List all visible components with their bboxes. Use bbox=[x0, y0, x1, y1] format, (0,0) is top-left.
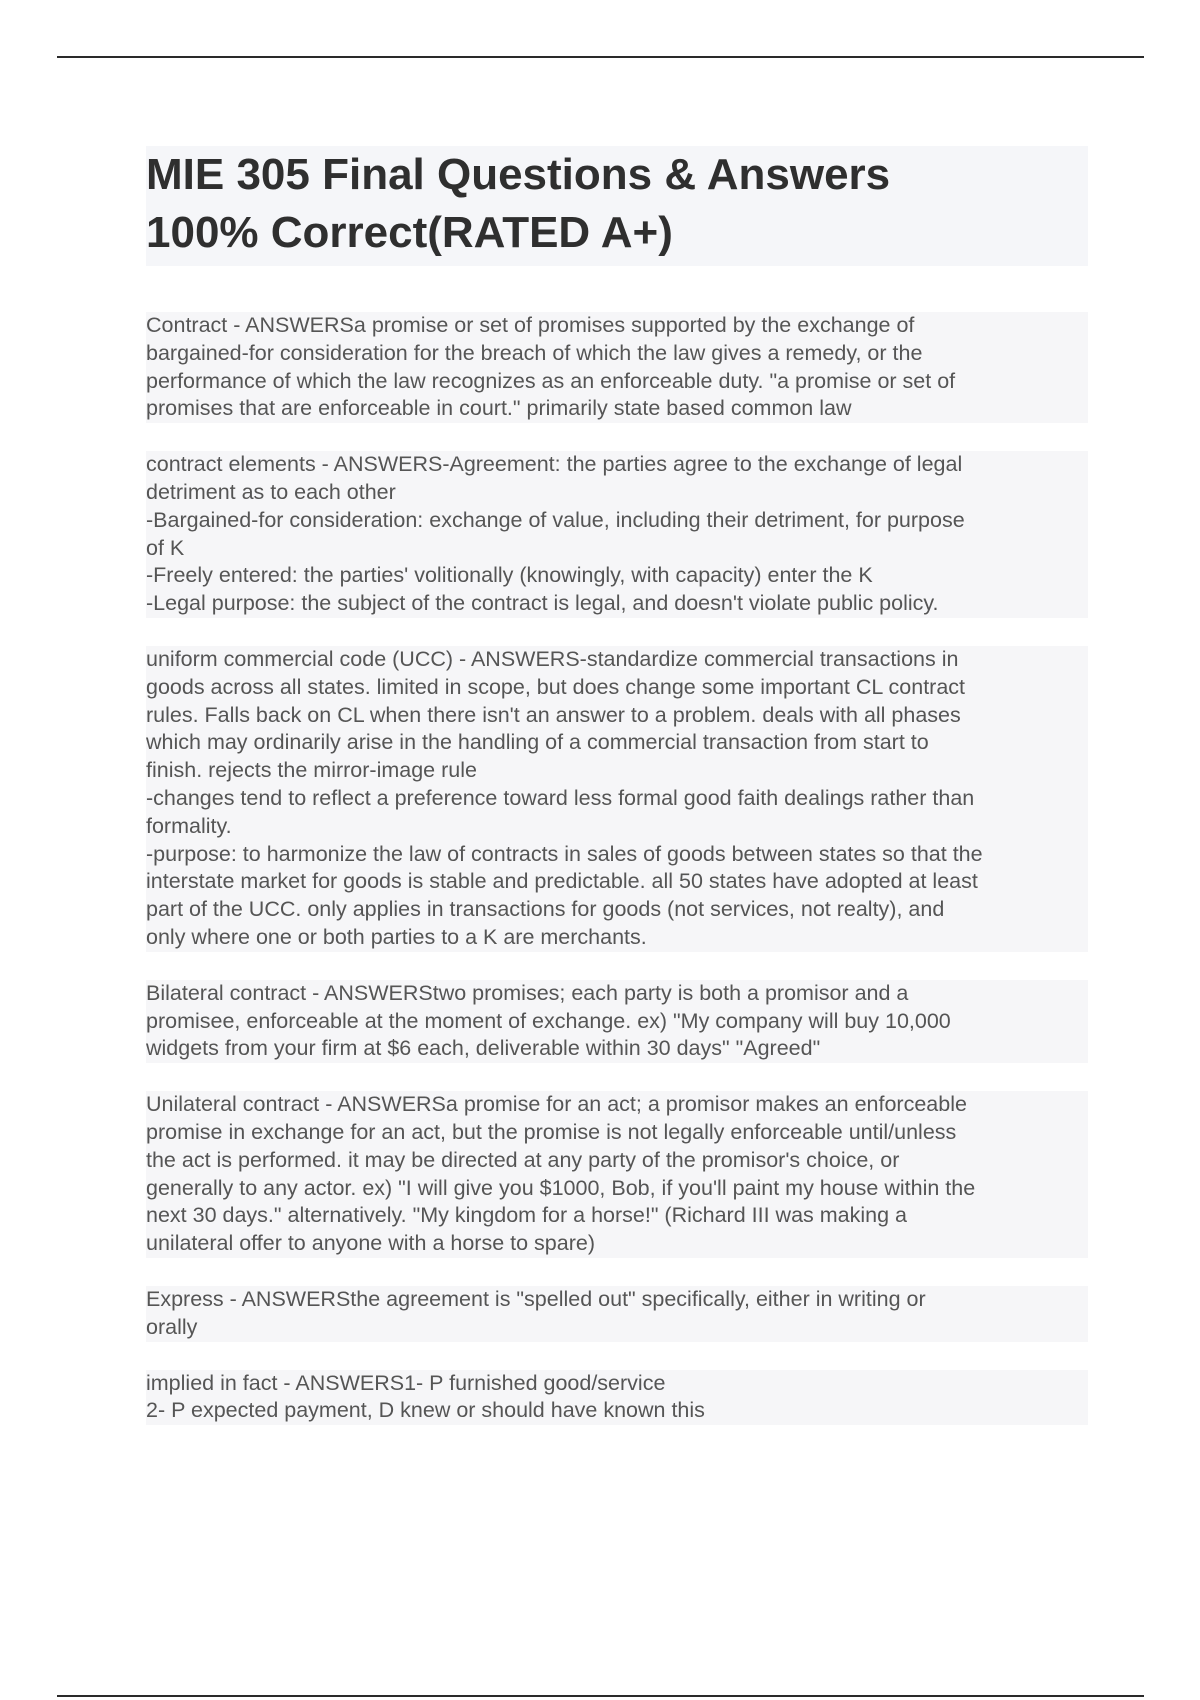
entry-line: Contract - ANSWERSa promise or set of promises supported by the exchange of bbox=[146, 312, 1088, 340]
entry-line: promises that are enforceable in court." primarily state based common law bbox=[146, 395, 1088, 423]
entry-line: finish. rejects the mirror-image rule bbox=[146, 757, 1088, 785]
qa-entry-implied-in-fact bbox=[146, 1370, 1088, 1426]
qa-entry-unilateral-contract bbox=[146, 1091, 1088, 1258]
entry-line: detriment as to each other bbox=[146, 479, 1088, 507]
entry-line: interstate market for goods is stable and predictable. all 50 states have adopted at least bbox=[146, 868, 1088, 896]
entry-line: promise in exchange for an act, but the promise is not legally enforceable until/unless bbox=[146, 1119, 1088, 1147]
entry-line: Bilateral contract - ANSWERStwo promises; each party is both a promisor and a bbox=[146, 980, 1088, 1008]
title-line: 100% Correct(RATED A+) bbox=[146, 208, 673, 257]
title-line: MIE 305 Final Questions & Answers bbox=[146, 150, 891, 199]
entry-line: performance of which the law recognizes as an enforceable duty. "a promise or set of bbox=[146, 368, 1088, 396]
entry-line: -Legal purpose: the subject of the contract is legal, and doesn't violate public policy. bbox=[146, 590, 1088, 618]
entry-line: -Freely entered: the parties' volitionally (knowingly, with capacity) enter the K bbox=[146, 562, 1088, 590]
entry-line: part of the UCC. only applies in transactions for goods (not services, not realty), and bbox=[146, 896, 1088, 924]
entry-line: -Bargained-for consideration: exchange of value, including their detriment, for purpose bbox=[146, 507, 1088, 535]
qa-entry-ucc bbox=[146, 646, 1088, 952]
document-title bbox=[146, 146, 1088, 262]
entry-line: contract elements - ANSWERS-Agreement: the parties agree to the exchange of legal bbox=[146, 451, 1088, 479]
entry-line: Unilateral contract - ANSWERSa promise for an act; a promisor makes an enforceable bbox=[146, 1091, 1088, 1119]
entry-line: of K bbox=[146, 535, 1088, 563]
entry-line: generally to any actor. ex) "I will give you $1000, Bob, if you'll paint my house within the bbox=[146, 1175, 1088, 1203]
entry-line: next 30 days." alternatively. "My kingdom for a horse!" (Richard III was making a bbox=[146, 1202, 1088, 1230]
entry-line: bargained-for consideration for the breach of which the law gives a remedy, or the bbox=[146, 340, 1088, 368]
entry-line: the act is performed. it may be directed at any party of the promisor's choice, or bbox=[146, 1147, 1088, 1175]
entry-line: which may ordinarily arise in the handling of a commercial transaction from start to bbox=[146, 729, 1088, 757]
entry-line: widgets from your firm at $6 each, deliverable within 30 days" "Agreed" bbox=[146, 1035, 1088, 1063]
entry-line: implied in fact - ANSWERS1- P furnished good/service bbox=[146, 1370, 1088, 1398]
top-divider bbox=[57, 56, 1144, 58]
document-body bbox=[146, 312, 1088, 1453]
entry-line: goods across all states. limited in scope, but does change some important CL contract bbox=[146, 674, 1088, 702]
qa-entry-contract-elements bbox=[146, 451, 1088, 618]
document-title-block bbox=[146, 146, 1088, 266]
entry-line: 2- P expected payment, D knew or should have known this bbox=[146, 1397, 1088, 1425]
entry-line: -changes tend to reflect a preference toward less formal good faith dealings rather than bbox=[146, 785, 1088, 813]
entry-line: uniform commercial code (UCC) - ANSWERS-standardize commercial transactions in bbox=[146, 646, 1088, 674]
entry-line: Express - ANSWERSthe agreement is "spelled out" specifically, either in writing or bbox=[146, 1286, 1088, 1314]
entry-line: unilateral offer to anyone with a horse to spare) bbox=[146, 1230, 1088, 1258]
entry-line: formality. bbox=[146, 813, 1088, 841]
entry-line: orally bbox=[146, 1314, 1088, 1342]
entry-line: promisee, enforceable at the moment of exchange. ex) "My company will buy 10,000 bbox=[146, 1008, 1088, 1036]
entry-line: -purpose: to harmonize the law of contracts in sales of goods between states so that the bbox=[146, 841, 1088, 869]
bottom-divider bbox=[57, 1695, 1144, 1697]
qa-entry-bilateral-contract bbox=[146, 980, 1088, 1063]
qa-entry-contract bbox=[146, 312, 1088, 423]
qa-entry-express bbox=[146, 1286, 1088, 1342]
entry-line: rules. Falls back on CL when there isn't an answer to a problem. deals with all phases bbox=[146, 702, 1088, 730]
entry-line: only where one or both parties to a K are merchants. bbox=[146, 924, 1088, 952]
